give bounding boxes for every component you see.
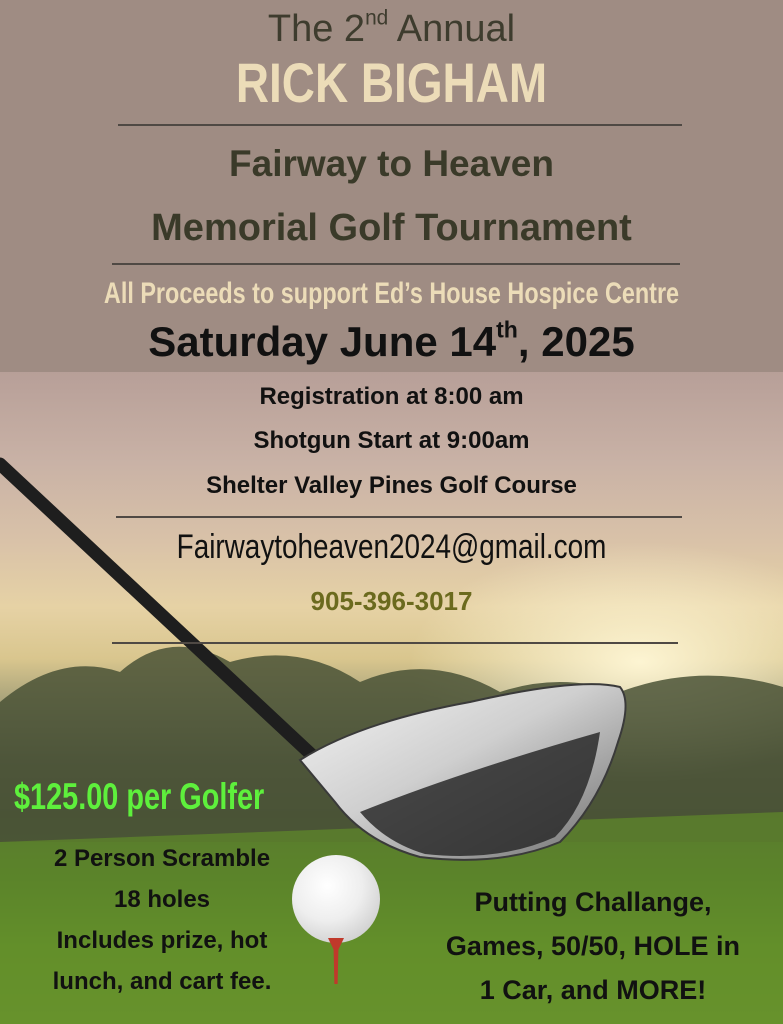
holes-text: 18 holes: [113, 886, 211, 913]
price-per-golfer: $125.00 per Golfer: [14, 776, 265, 817]
event-intro: [0, 8, 783, 51]
divider: [116, 516, 682, 518]
extras-line1: Putting Challange,: [474, 887, 712, 917]
date-text: Saturday June 14: [148, 318, 497, 365]
date-year: , 2025: [517, 318, 635, 365]
includes-text-line2: lunch, and cart fee.: [52, 968, 272, 995]
format-text: 2 Person Scramble: [53, 845, 271, 872]
intro-text: The 2: [267, 8, 366, 50]
divider: [112, 642, 678, 644]
extras-line2: Games, 50/50, HOLE in: [445, 931, 741, 961]
golf-ball: [292, 855, 380, 943]
divider: [118, 124, 682, 126]
divider: [112, 263, 680, 265]
pricing-details: [10, 838, 314, 1002]
contact-phone[interactable]: 905-396-3017: [310, 586, 473, 616]
includes-text-line1: Includes prize, hot: [56, 927, 268, 954]
extras-list: [408, 880, 778, 1012]
contact-email[interactable]: Fairwaytoheaven2024@gmail.com: [176, 528, 607, 566]
tournament-title-line1: Fairway to Heaven: [229, 143, 554, 184]
tournament-title-line2: Memorial Golf Tournament: [151, 207, 632, 249]
course-name: Shelter Valley Pines Golf Course: [206, 472, 577, 499]
extras-line3: 1 Car, and MORE!: [479, 975, 707, 1005]
shotgun-start-time: Shotgun Start at 9:00am: [253, 427, 530, 454]
intro-end: Annual: [388, 8, 516, 50]
intro-suffix: nd: [365, 6, 389, 30]
honoree-name: RICK BIGHAM: [235, 51, 548, 114]
proceeds-note: All Proceeds to support Ed’s House Hospice Centre: [103, 277, 680, 310]
event-date: [0, 318, 783, 366]
registration-time: Registration at 8:00 am: [259, 383, 524, 410]
date-suffix: th: [496, 316, 518, 343]
